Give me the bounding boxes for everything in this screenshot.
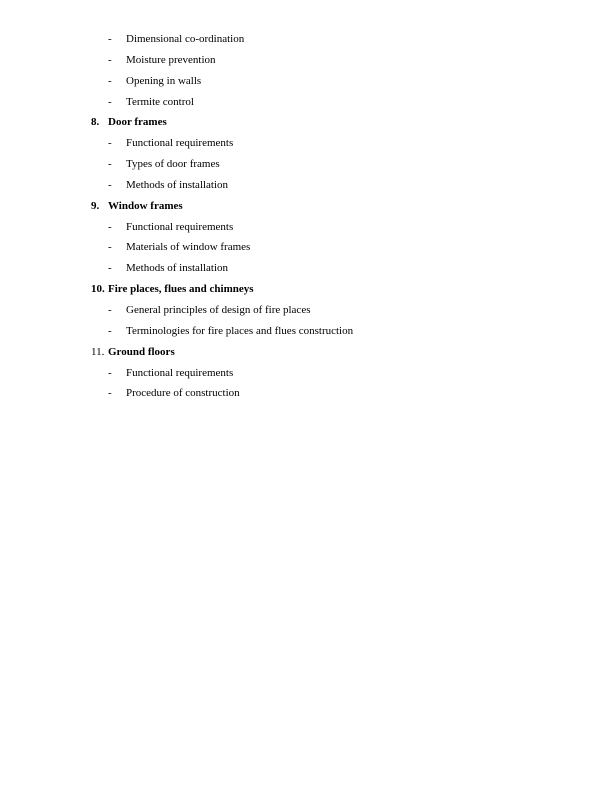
bullet-dash: -: [108, 241, 112, 253]
list-item-text: Termite control: [126, 96, 194, 108]
list-item-text: Moisture prevention: [126, 54, 216, 66]
section-title: Fire places, flues and chimneys: [108, 283, 254, 295]
list-item-text: Functional requirements: [126, 367, 234, 379]
section-number: 10.: [91, 283, 105, 295]
bullet-dash: -: [108, 54, 112, 66]
list-item-text: Terminologies for fire places and flues construction: [126, 325, 354, 337]
list-item-text: Functional requirements: [126, 137, 234, 149]
section-number: 11.: [91, 346, 105, 358]
list-item-text: Methods of installation: [126, 262, 229, 274]
bullet-dash: -: [108, 137, 112, 149]
bullet-dash: -: [108, 221, 112, 233]
section-number: 8.: [91, 116, 100, 128]
list-item-text: Methods of installation: [126, 179, 229, 191]
section-title: Door frames: [108, 116, 167, 128]
bullet-dash: -: [108, 304, 112, 316]
bullet-dash: -: [108, 262, 112, 274]
bullet-dash: -: [108, 367, 112, 379]
list-item-text: Dimensional co-ordination: [126, 33, 245, 45]
section-number: 9.: [91, 200, 100, 212]
list-item-text: Materials of window frames: [126, 241, 251, 253]
bullet-dash: -: [108, 179, 112, 191]
list-item-text: Types of door frames: [126, 158, 220, 170]
list-item-text: Opening in walls: [126, 75, 202, 87]
bullet-dash: -: [108, 33, 112, 45]
bullet-dash: -: [108, 75, 112, 87]
list-item-text: Procedure of construction: [126, 387, 240, 399]
section-title: Window frames: [108, 200, 183, 212]
bullet-dash: -: [108, 96, 112, 108]
list-item-text: Functional requirements: [126, 221, 234, 233]
bullet-dash: -: [108, 387, 112, 399]
list-item-text: General principles of design of fire places: [126, 304, 311, 316]
bullet-dash: -: [108, 158, 112, 170]
section-title: Ground floors: [108, 346, 175, 358]
bullet-dash: -: [108, 325, 112, 337]
